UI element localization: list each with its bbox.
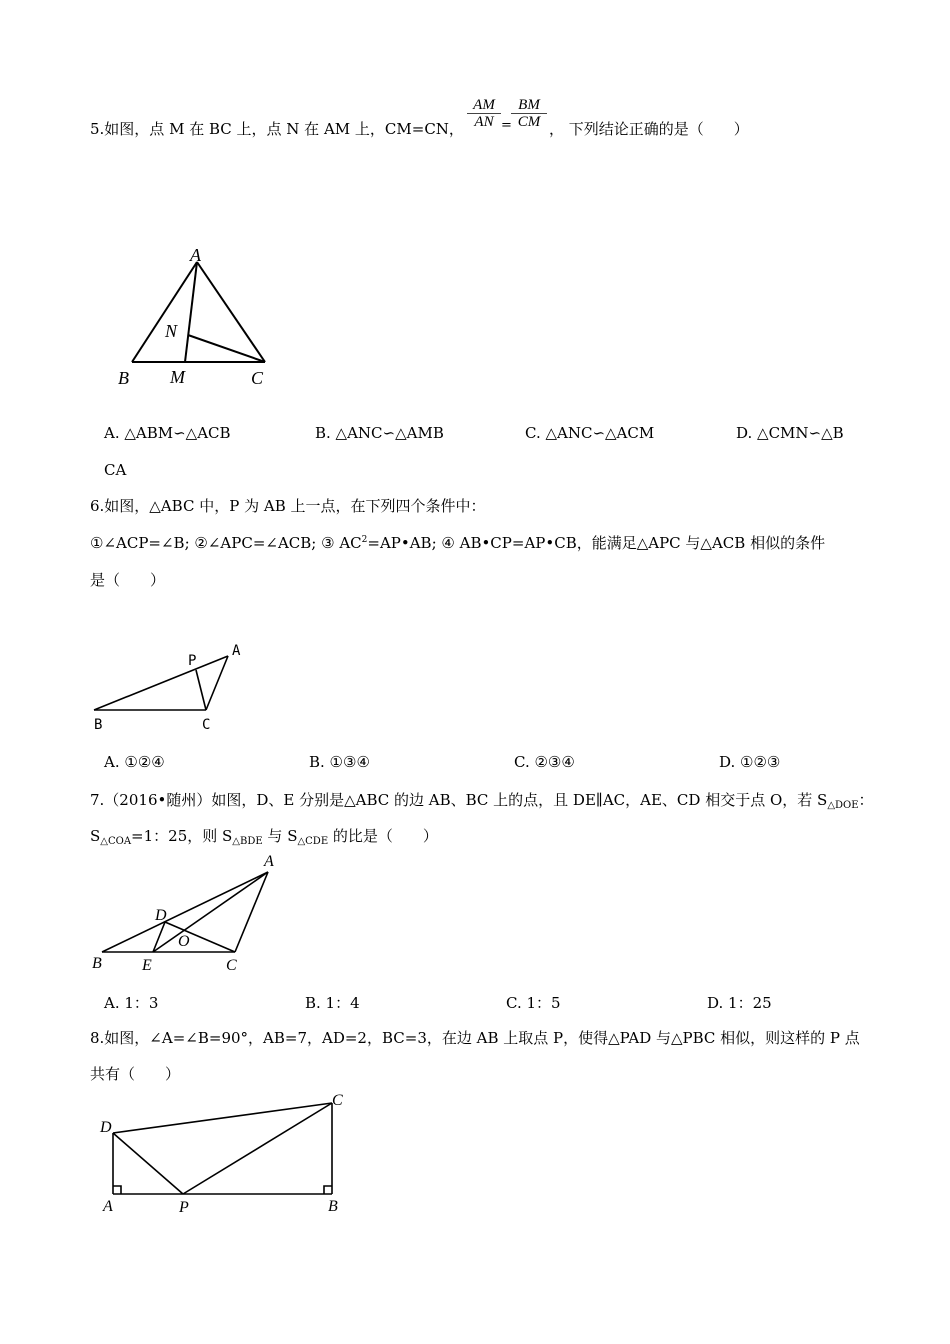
q8-label-d: D — [100, 1119, 112, 1136]
q7-and-text: 与 S — [262, 827, 298, 845]
q7-option-d: D. 1：25 — [707, 994, 772, 1012]
q6-option-a: A. ①②④ — [104, 753, 165, 771]
q5-figure — [110, 240, 280, 392]
q8-label-b: B — [328, 1198, 338, 1215]
q5-frac2-denominator: CM — [517, 114, 541, 130]
q5-option-d: D. △CMN∽△B — [736, 424, 844, 442]
q8-figure — [92, 1085, 357, 1220]
q7-colon: ： — [858, 791, 874, 809]
q5-option-b: B. △ANC∽△AMB — [315, 424, 444, 442]
q6-label-b: B — [94, 717, 103, 733]
q6-option-c: C. ②③④ — [514, 753, 575, 771]
q6-stem-line3: 是（ ） — [90, 571, 166, 589]
q7-label-e: E — [142, 957, 152, 974]
q5-label-m: M — [170, 367, 185, 387]
q7-option-a: A. 1：3 — [104, 994, 159, 1012]
q5-stem-part2: ， 下列结论正确的是（ ） — [549, 120, 749, 138]
q6-stem-line1: 6.如图，△ABC 中，P 为 AB 上一点，在下列四个条件中： — [90, 497, 486, 515]
q7-label-o: O — [178, 933, 190, 950]
q8-label-p: P — [179, 1199, 189, 1216]
q6-label-p: P — [188, 653, 197, 669]
q5-frac1-numerator: AM — [467, 97, 501, 114]
q7-stem-line2 — [90, 825, 438, 847]
q5-option-c: C. △ANC∽△ACM — [525, 424, 655, 442]
q5-label-b: B — [118, 368, 129, 388]
q6-option-d: D. ①②③ — [719, 753, 781, 771]
q7-sub-bde: △BDE — [232, 836, 263, 847]
q5-fraction-am-an — [467, 97, 501, 130]
q7-figure — [88, 850, 288, 975]
q7-label-c: C — [226, 957, 237, 974]
q8-stem-line2: 共有（ ） — [90, 1065, 181, 1083]
q5-option-d-wrap: CA — [104, 461, 127, 479]
q5-fraction-bm-cm — [511, 97, 547, 130]
q5-stem-part1: 5.如图，点 M 在 BC 上，点 N 在 AM 上，CM=CN， — [90, 120, 464, 138]
q5-equals: = — [501, 118, 512, 133]
q7-label-a: A — [264, 853, 274, 870]
q8-label-c: C — [332, 1092, 343, 1109]
q7-sub-doe: △DOE — [827, 800, 859, 811]
q6-conditions-part2: =AP•AB; ④ AB•CP=AP•CB，能满足△APC 与△ACB 相似的条件 — [367, 534, 826, 552]
q7-option-c: C. 1：5 — [506, 994, 561, 1012]
q6-superscript: 2 — [361, 535, 368, 545]
q7-stem-text1: 7.（2016•随州）如图，D、E 分别是△ABC 的边 AB、BC 上的点，且 DE∥AC，AE、CD 相交于点 O，若 S — [90, 791, 828, 809]
q7-s1: S — [90, 827, 101, 845]
q6-figure — [88, 640, 258, 735]
q7-label-b: B — [92, 955, 102, 972]
q8-label-a: A — [103, 1198, 113, 1215]
q7-label-d: D — [155, 907, 167, 924]
q7-sub-coa: △COA — [100, 836, 132, 847]
q7-sub-cde: △CDE — [297, 836, 329, 847]
q7-ratio-text: =1：25，则 S — [131, 827, 233, 845]
q6-option-b: B. ①③④ — [309, 753, 370, 771]
q7-option-b: B. 1：4 — [305, 994, 360, 1012]
q5-frac2-numerator: BM — [511, 97, 547, 114]
q5-label-n: N — [165, 321, 178, 341]
q6-label-c: C — [202, 717, 211, 733]
q5-frac1-denominator: AN — [474, 114, 494, 130]
q6-conditions-part1: ①∠ACP=∠B; ②∠APC=∠ACB; ③ AC — [90, 534, 362, 552]
q5-label-c: C — [251, 368, 264, 388]
q5-option-a: A. △ABM∽△ACB — [104, 424, 231, 442]
q5-label-a: A — [190, 245, 201, 265]
q8-stem-line1: 8.如图，∠A=∠B=90°，AB=7，AD=2，BC=3，在边 AB 上取点 P，使得△PAD 与△PBC 相似，则这样的 P 点 — [90, 1029, 860, 1047]
q6-stem-line2 — [90, 532, 825, 553]
q7-stem-line1 — [90, 789, 874, 811]
q7-question-end: 的比是（ ） — [328, 827, 438, 845]
q6-label-a: A — [232, 643, 241, 659]
